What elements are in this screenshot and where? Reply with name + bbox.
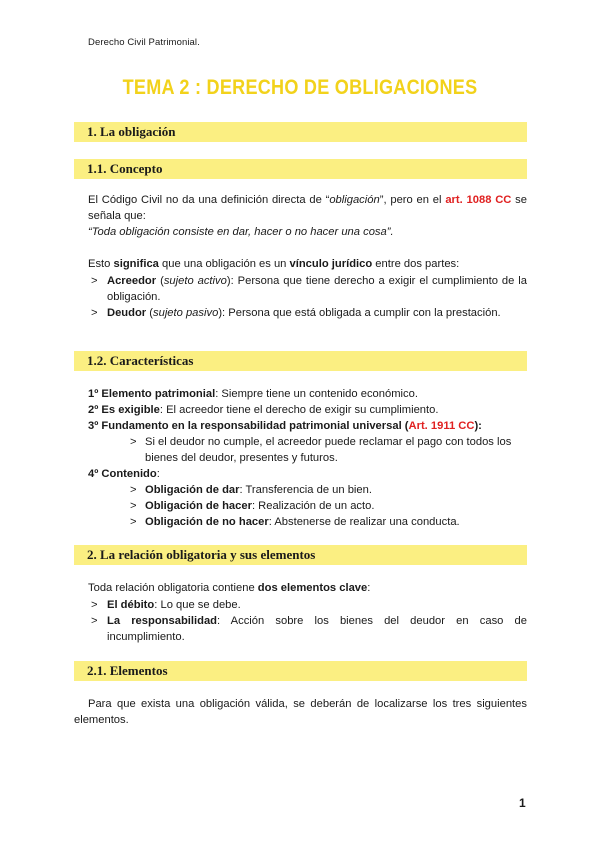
article-reference: Art. 1911 CC — [408, 420, 475, 432]
section-heading-1-2: 1.2. Características — [74, 351, 527, 371]
elements-paragraph: Para que exista una obligación válida, se deberán de localizarse los tres siguientes elementos. — [74, 698, 527, 726]
list-marker: > — [130, 500, 137, 512]
content-type-hacer: Obligación de hacer: Realización de un acto. — [145, 500, 375, 512]
list-marker: > — [91, 615, 98, 627]
list-marker: > — [130, 516, 137, 528]
characteristic-4: 4º Contenido: — [88, 468, 160, 480]
page-number: 1 — [519, 796, 526, 810]
list-marker: > — [130, 436, 137, 448]
list-marker: > — [91, 599, 98, 611]
section-heading-2: 2. La relación obligatoria y sus elementos — [74, 545, 527, 565]
section-heading-2-1: 2.1. Elementos — [74, 661, 527, 681]
list-item-debito: El débito: Lo que se debe. — [107, 599, 241, 611]
running-header: Derecho Civil Patrimonial. — [88, 37, 200, 48]
characteristic-1: 1º Elemento patrimonial: Siempre tiene un contenido económico. — [88, 388, 418, 400]
list-marker: > — [91, 307, 98, 319]
list-marker: > — [130, 484, 137, 496]
section-heading-1: 1. La obligación — [74, 122, 527, 142]
relation-intro: Toda relación obligatoria contiene dos elementos clave: — [88, 582, 371, 594]
parties-intro: Esto significa que una obligación es un vínculo jurídico entre dos partes: — [88, 258, 460, 270]
content-type-no-hacer: Obligación de no hacer: Abstenerse de realizar una conducta. — [145, 516, 460, 528]
concept-paragraph: El Código Civil no da una definición directa de “obligación”, pero en el art. 1088 CC se señala que: — [88, 194, 527, 222]
page-title: TEMA 2 : DERECHO DE OBLIGACIONES — [122, 76, 478, 99]
section-heading-1-1: 1.1. Concepto — [74, 159, 527, 179]
characteristic-3: 3º Fundamento en la responsabilidad patrimonial universal (Art. 1911 CC): — [88, 420, 482, 432]
article-reference: art. 1088 CC — [445, 194, 512, 206]
list-item-deudor: Deudor (sujeto pasivo): Persona que está obligada a cumplir con la prestación. — [107, 307, 501, 319]
definition-quote: “Toda obligación consiste en dar, hacer o no hacer una cosa”. — [88, 226, 394, 238]
list-item-responsabilidad: La responsabilidad: Acción sobre los bienes del deudor en caso de incumplimiento. — [107, 615, 527, 643]
list-marker: > — [91, 275, 98, 287]
content-type-dar: Obligación de dar: Transferencia de un bien. — [145, 484, 372, 496]
characteristic-3-detail: Si el deudor no cumple, el acreedor puede reclamar el pago con todos los bienes del deudor, presentes y futuros. — [145, 436, 512, 464]
characteristic-2: 2º Es exigible: El acreedor tiene el derecho de exigir su cumplimiento. — [88, 404, 439, 416]
list-item-acreedor: Acreedor (sujeto activo): Persona que tiene derecho a exigir el cumplimiento de la obligación. — [107, 275, 527, 303]
